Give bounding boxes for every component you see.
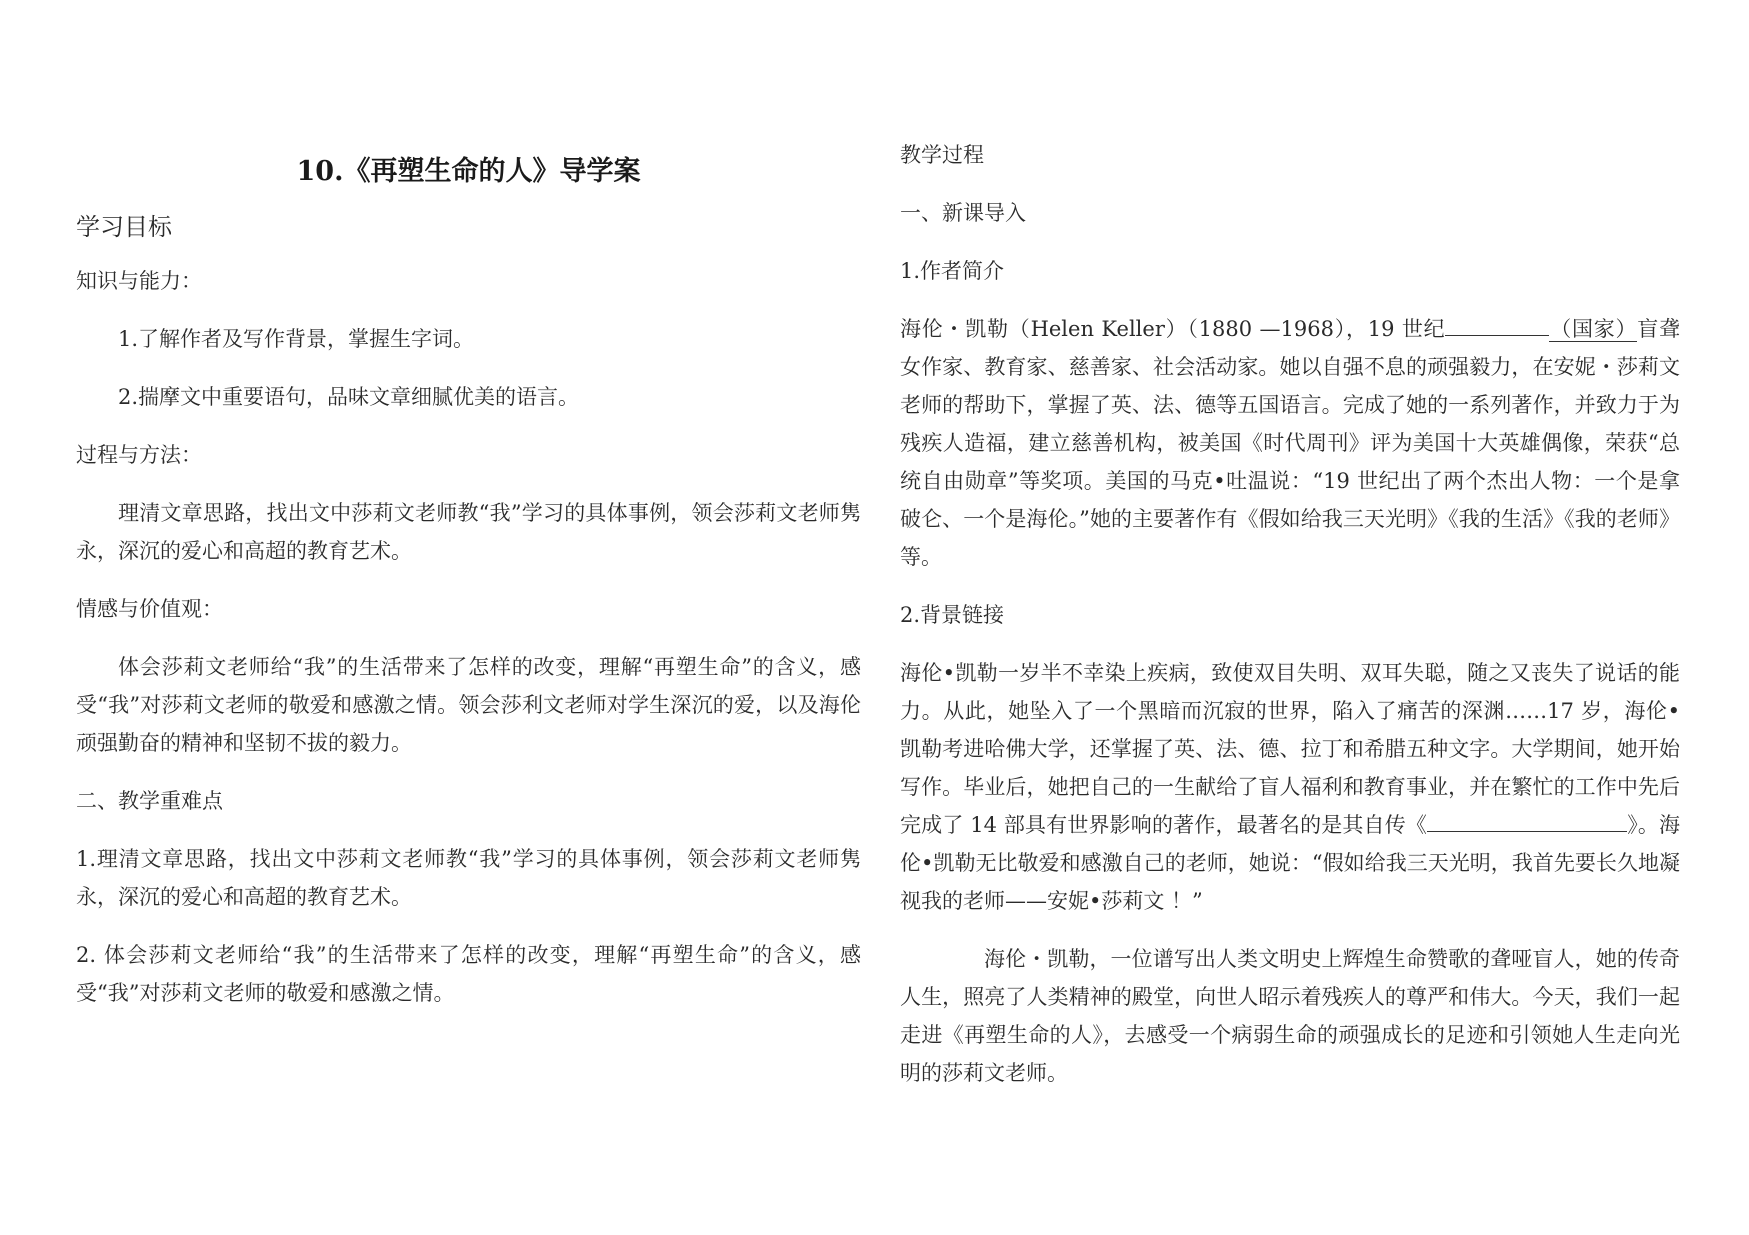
background-text-part-b: 》。海伦•凯勒无比敬爱和感激自己的老师，她说：“假如给我三天光明，我首先要长久地凝视我的老师——安妮•莎莉文 ！” xyxy=(900,813,1681,913)
background-text-part-a: 海伦•凯勒一岁半不幸染上疾病，致使双目失明、双耳失聪，随之又丧失了说话的能力。从此，她坠入了一个黑暗而沉寂的世界，陷入了痛苦的深渊……17 岁，海伦•凯勒考进哈佛大学，还掌握了英、法、德、拉丁和希腊五种文字。大学期间，她开始写作。毕业后，她把自己的一生献给了盲人福利和教育事业，并在繁忙的工作中先后完成了 14 部具有世界影响的著作，最著名的是其自传《 xyxy=(900,661,1680,837)
emotion-heading: 情感与价值观： xyxy=(76,597,223,621)
background-text xyxy=(900,654,1680,920)
right-column xyxy=(900,136,1680,1112)
difficulty-heading: 二、教学重难点 xyxy=(76,789,223,813)
country-fill-blank[interactable] xyxy=(1445,311,1549,336)
learning-goals-heading: 学习目标 xyxy=(76,213,172,241)
left-column xyxy=(76,150,861,1032)
new-lesson-intro-heading: 一、新课导入 xyxy=(900,201,1026,225)
autobiography-fill-blank[interactable] xyxy=(1427,807,1627,832)
difficulty-item-2: 2. 体会莎莉文老师给“我”的生活带来了怎样的改变，理解“再塑生命”的含义，感受“我”对莎莉文老师的敬爱和感激之情。 xyxy=(76,943,861,1005)
country-paren-label: （国家） xyxy=(1549,317,1638,341)
process-method-text: 理清文章思路，找出文中莎莉文老师教“我”学习的具体事例，领会莎莉文老师隽永，深沉的爱心和高超的教育艺术。 xyxy=(76,501,861,563)
teaching-process-heading: 教学过程 xyxy=(900,143,984,167)
page-title: 10.《再塑生命的人》导学案 xyxy=(296,156,641,187)
author-text-part-a: 海伦・凯勒（Helen Keller）（1880 —1968），19 世纪 xyxy=(900,317,1446,341)
process-method-heading: 过程与方法： xyxy=(76,443,202,467)
closing-paragraph: 海伦・凯勒，一位谱写出人类文明史上辉煌生命赞歌的聋哑盲人，她的传奇人生，照亮了人类精神的殿堂，向世人昭示着残疾人的尊严和伟大。今天，我们一起走进《再塑生命的人》，去感受一个病弱生命的顽强成长的足迹和引领她人生走向光明的莎莉文老师。 xyxy=(900,947,1680,1085)
emotion-text: 体会莎莉文老师给“我”的生活带来了怎样的改变，理解“再塑生命”的含义，感受“我”对莎莉文老师的敬爱和感激之情。领会莎利文老师对学生深沉的爱，以及海伦顽强勤奋的精神和坚韧不拔的毅力。 xyxy=(76,655,861,755)
knowledge-item-1: 1.了解作者及写作背景，掌握生字词。 xyxy=(118,327,475,351)
knowledge-item-2: 2.揣摩文中重要语句，品味文章细腻优美的语言。 xyxy=(118,385,580,409)
knowledge-heading: 知识与能力： xyxy=(76,269,202,293)
author-text-part-b: 盲聋女作家、教育家、慈善家、社会活动家。她以自强不息的顽强毅力，在安妮・莎莉文老师的帮助下，掌握了英、法、德等五国语言。完成了她的一系列著作，并致力于为残疾人造福，建立慈善机构，被美国《时代周刊》评为美国十大英雄偶像，荣获“总统自由勋章”等奖项。美国的马克•吐温说：“19 世纪出了两个杰出人物：一个是拿破仑、一个是海伦。”她的主要著作有《假如给我三天光明》《我的生活》《我的老师》等。 xyxy=(900,317,1681,569)
author-intro-text xyxy=(900,310,1680,576)
difficulty-item-1: 1.理清文章思路，找出文中莎莉文老师教“我”学习的具体事例，领会莎莉文老师隽永，深沉的爱心和高超的教育艺术。 xyxy=(76,847,861,909)
author-intro-heading: 1.作者简介 xyxy=(900,259,1005,283)
background-heading: 2.背景链接 xyxy=(900,603,1005,627)
